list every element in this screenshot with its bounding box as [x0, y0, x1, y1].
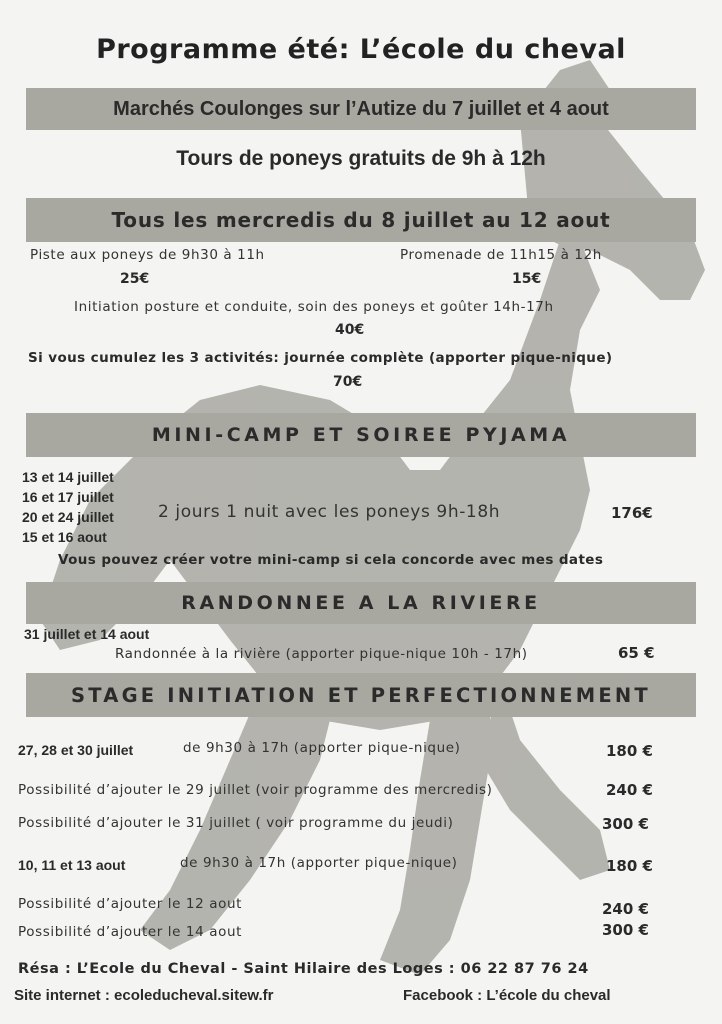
- randonnee-dates: 31 juillet et 14 aout: [24, 626, 150, 642]
- randonnee-desc: Randonnée à la rivière (apporter pique-nique 10h - 17h): [115, 646, 528, 662]
- option-2-price: 300 €: [602, 815, 649, 833]
- stage1-desc: de 9h30 à 17h (apporter pique-nique): [183, 740, 461, 756]
- option-3-label: Possibilité d’ajouter le 12 aout: [18, 896, 242, 912]
- initiation-price: 40€: [335, 322, 365, 338]
- section-bar-mercredis: [26, 198, 696, 242]
- stage2-dates: 10, 11 et 13 aout: [18, 857, 126, 873]
- section-title-stage: STAGE INITIATION ET PERFECTIONNEMENT: [71, 683, 651, 707]
- section-title-minicamp: MINI-CAMP ET SOIREE PYJAMA: [151, 424, 571, 446]
- section-bar-minicamp: [26, 413, 696, 457]
- piste-label: Piste aux poneys de 9h30 à 11h: [30, 247, 265, 263]
- option-4-price: 300 €: [602, 921, 649, 939]
- stage2-desc: de 9h30 à 17h (apporter pique-nique): [180, 855, 458, 871]
- facebook-link[interactable]: Facebook : L’école du cheval: [403, 987, 611, 1004]
- minicamp-desc: 2 jours 1 nuit avec les poneys 9h-18h: [158, 502, 501, 522]
- piste-price: 25€: [120, 271, 150, 287]
- option-4-label: Possibilité d’ajouter le 14 aout: [18, 924, 242, 940]
- option-1-price: 240 €: [606, 781, 653, 799]
- cumul-price: 70€: [333, 374, 363, 390]
- section-bar-marches: [26, 88, 696, 130]
- stage2-price: 180 €: [606, 857, 653, 875]
- option-3-price: 240 €: [602, 900, 649, 918]
- section-bar-randonnee: [26, 582, 696, 624]
- reservation-contact: Résa : L’Ecole du Cheval - Saint Hilaire des Loges : 06 22 87 76 24: [18, 961, 589, 977]
- minicamp-note: Vous pouvez créer votre mini-camp si cela concorde avec mes dates: [58, 552, 604, 568]
- option-2-label: Possibilité d’ajouter le 31 juillet ( voir programme du jeudi): [18, 815, 454, 831]
- promenade-label: Promenade de 11h15 à 12h: [400, 247, 602, 263]
- initiation-label: Initiation posture et conduite, soin des poneys et goûter 14h-17h: [74, 299, 554, 315]
- minicamp-date-1: 13 et 14 juillet: [22, 469, 114, 485]
- section-title-mercredis: Tous les mercredis du 8 juillet au 12 aout: [111, 208, 611, 232]
- website-link[interactable]: Site internet : ecoleducheval.sitew.fr: [14, 987, 274, 1004]
- randonnee-price: 65 €: [618, 644, 655, 662]
- promenade-price: 15€: [512, 271, 542, 287]
- section-bar-stage: [26, 673, 696, 717]
- page-title: Programme été: L’école du cheval: [96, 34, 626, 65]
- subtitle-tours-poneys: Tours de poneys gratuits de 9h à 12h: [176, 147, 546, 170]
- section-title-randonnee: RANDONNEE A LA RIVIERE: [181, 592, 541, 614]
- stage1-price: 180 €: [606, 742, 653, 760]
- section-title-marches: Marchés Coulonges sur l’Autize du 7 juillet et 4 aout: [113, 97, 609, 120]
- minicamp-date-3: 20 et 24 juillet: [22, 509, 114, 525]
- minicamp-price: 176€: [611, 504, 653, 522]
- minicamp-date-2: 16 et 17 juillet: [22, 489, 114, 505]
- cumul-label: Si vous cumulez les 3 activités: journée complète (apporter pique-nique): [28, 350, 613, 366]
- option-1-label: Possibilité d’ajouter le 29 juillet (voir programme des mercredis): [18, 782, 493, 798]
- stage1-dates: 27, 28 et 30 juillet: [18, 742, 134, 758]
- minicamp-date-4: 15 et 16 aout: [22, 529, 107, 545]
